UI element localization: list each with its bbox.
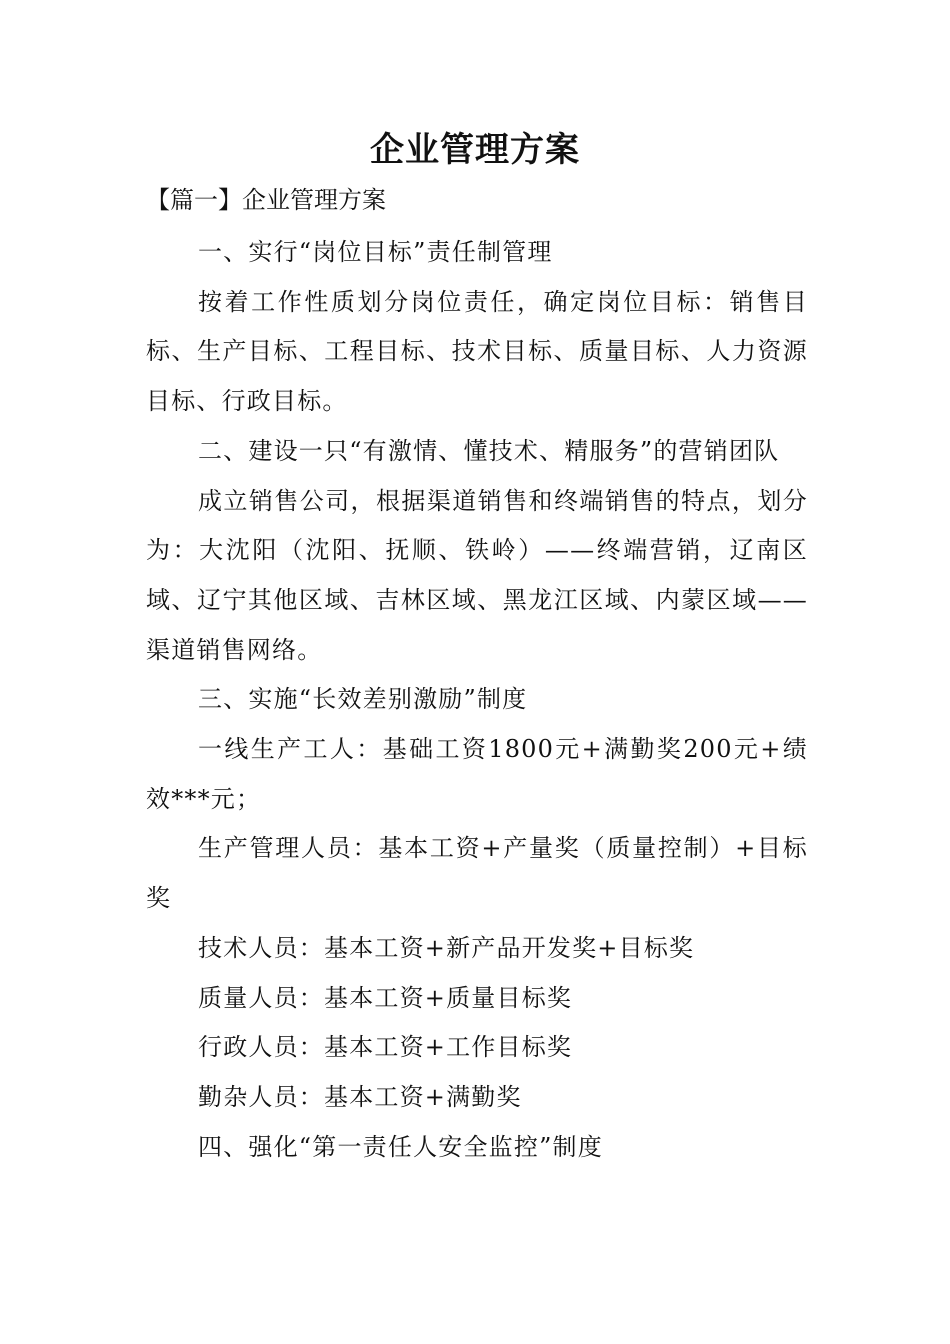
- paragraph-quality-staff: 质量人员：基本工资+质量目标奖: [198, 983, 573, 1012]
- paragraph-technical-staff: 技术人员：基本工资+新产品开发奖+目标奖: [198, 933, 695, 962]
- heading-item-2: 二、建设一只“有激情、懂技术、精服务”的营销团队: [198, 436, 780, 465]
- document-title: 企业管理方案: [370, 130, 580, 170]
- paragraph-sales-company: 成立销售公司，根据渠道销售和终端销售的特点，划分为：大沈阳（沈阳、抚顺、铁岭）——终端营销，辽南区域、辽宁其他区域、吉林区域、黑龙江区域、内蒙区域——渠道销售网络。: [146, 486, 808, 664]
- heading-item-4: 四、强化“第一责任人安全监控”制度: [198, 1132, 603, 1161]
- document-body: [146, 228, 808, 1172]
- paragraph-admin-staff: 行政人员：基本工资+工作目标奖: [198, 1033, 573, 1062]
- section-heading: 【篇一】企业管理方案: [146, 186, 386, 214]
- paragraph-frontline-workers: 一线生产工人：基础工资1800元+满勤奖200元+绩效***元；: [146, 735, 808, 813]
- paragraph-support-staff: 勤杂人员：基本工资+满勤奖: [198, 1082, 522, 1111]
- paragraph-production-managers: 生产管理人员：基本工资+产量奖（质量控制）+目标奖: [146, 834, 808, 913]
- heading-item-1: 一、实行“岗位目标”责任制管理: [198, 238, 553, 266]
- paragraph-job-targets: 按着工作性质划分岗位责任，确定岗位目标：销售目标、生产目标、工程目标、技术目标、质量目标、人力资源目标、行政目标。: [146, 287, 808, 416]
- heading-item-3: 三、实施“长效差别激励”制度: [198, 685, 528, 714]
